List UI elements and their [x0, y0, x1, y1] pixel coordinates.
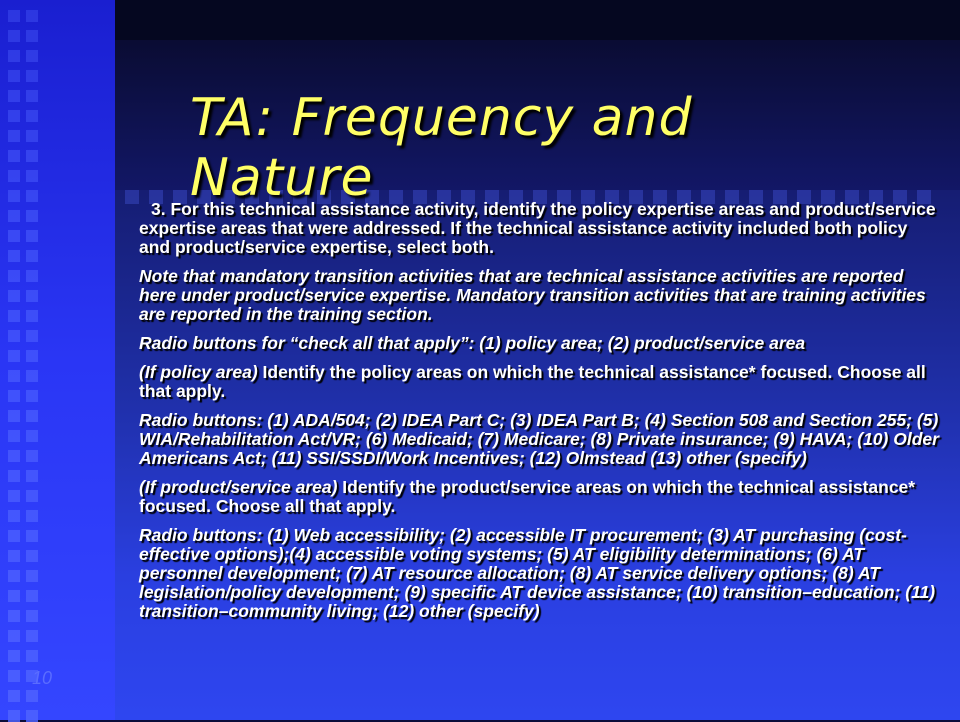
- decor-square: [8, 190, 20, 202]
- slide-body: [139, 200, 939, 631]
- decor-square: [26, 350, 38, 362]
- slide-title: TA: Frequency and Nature: [190, 88, 693, 208]
- decor-square: [8, 330, 20, 342]
- decor-square: [26, 550, 38, 562]
- paragraph-policy-area: [139, 363, 939, 401]
- decor-square: [8, 70, 20, 82]
- decor-square: [26, 290, 38, 302]
- decor-square: [26, 70, 38, 82]
- decor-square: [26, 210, 38, 222]
- decor-square: [26, 330, 38, 342]
- decor-square: [26, 370, 38, 382]
- decor-square: [26, 270, 38, 282]
- decor-square: [8, 310, 20, 322]
- decor-square: [26, 650, 38, 662]
- decor-square: [8, 570, 20, 582]
- decor-square: [8, 10, 20, 22]
- decor-square: [26, 410, 38, 422]
- paragraph-product-options: Radio buttons: (1) Web accessibility; (2) accessible IT procurement; (3) AT purchasing (cost-effective options);(4) accessible voting systems; (5) AT eligibility determinations; (6) AT personnel development; (7) AT resource allocation; (8) AT service delivery options; (8) AT legislation/policy development; (9) specific AT device assistance; (10) transition–education; (11) transition–community living; (12) other (specify): [139, 525, 936, 621]
- decor-square: [26, 450, 38, 462]
- decor-square: [26, 90, 38, 102]
- decor-square: [8, 170, 20, 182]
- decor-square: [8, 650, 20, 662]
- decor-square: [26, 530, 38, 542]
- decor-square: [8, 230, 20, 242]
- decor-square: [26, 590, 38, 602]
- decor-square: [8, 270, 20, 282]
- decor-square: [26, 230, 38, 242]
- decor-square: [8, 670, 20, 682]
- decor-square: [26, 10, 38, 22]
- decor-square: [8, 690, 20, 702]
- decor-square: [8, 430, 20, 442]
- decor-square: [8, 590, 20, 602]
- decor-square: [8, 630, 20, 642]
- decor-square: [8, 710, 20, 722]
- decor-square: [26, 130, 38, 142]
- decor-square: [8, 250, 20, 262]
- decor-square: [26, 390, 38, 402]
- decor-square: [8, 150, 20, 162]
- policy-area-text: Identify the policy areas on which the technical assistance* focused. Choose all that apply.: [139, 362, 926, 401]
- paragraph-question: 3. For this technical assistance activity, identify the policy expertise areas and product/service expertise areas that were addressed. If the technical assistance activity included both policy and product/service expertise, select both.: [139, 199, 936, 257]
- decor-square: [26, 630, 38, 642]
- decor-square: [8, 550, 20, 562]
- decor-square: [8, 350, 20, 362]
- decor-square: [8, 90, 20, 102]
- decor-square: [8, 510, 20, 522]
- decor-square: [26, 510, 38, 522]
- decor-square: [8, 450, 20, 462]
- decor-square: [8, 470, 20, 482]
- decor-square: [8, 410, 20, 422]
- decor-square: [8, 390, 20, 402]
- decor-square: [8, 610, 20, 622]
- decor-square: [26, 110, 38, 122]
- page-number: 10: [32, 668, 53, 688]
- decor-square: [26, 490, 38, 502]
- decor-square: [26, 710, 38, 722]
- decor-square: [26, 610, 38, 622]
- product-area-text: Identify the product/service areas on which the technical assistance* focused. Choose all that apply.: [139, 477, 916, 516]
- paragraph-policy-options: Radio buttons: (1) ADA/504; (2) IDEA Part C; (3) IDEA Part B; (4) Section 508 and Section 255; (5) WIA/Rehabilitation Act/VR; (6) Medicaid; (7) Medicare; (8) Private insurance; (9) HAVA; (10) Older Americans Act; (11) SSI/SSDI/Work Incentives; (12) Olmstead (13) other (specify): [139, 410, 939, 468]
- decor-square: [8, 50, 20, 62]
- decor-square: [8, 370, 20, 382]
- decor-square: [8, 530, 20, 542]
- left-square-pattern: [0, 0, 115, 720]
- decor-square: [26, 170, 38, 182]
- decor-square: [125, 190, 139, 204]
- decor-square: [26, 30, 38, 42]
- decor-square: [26, 470, 38, 482]
- decor-square: [26, 150, 38, 162]
- decor-square: [8, 110, 20, 122]
- decor-square: [8, 490, 20, 502]
- paragraph-product-area: [139, 478, 939, 516]
- decor-square: [26, 570, 38, 582]
- decor-square: [26, 190, 38, 202]
- decor-square: [26, 430, 38, 442]
- decor-square: [26, 310, 38, 322]
- decor-square: [26, 250, 38, 262]
- paragraph-radio-area: Radio buttons for “check all that apply”: (1) policy area; (2) product/service area: [139, 333, 806, 353]
- decor-square: [8, 30, 20, 42]
- decor-square: [8, 290, 20, 302]
- product-area-label: (If product/service area): [139, 477, 338, 497]
- decor-square: [8, 210, 20, 222]
- decor-square: [26, 50, 38, 62]
- policy-area-label: (If policy area): [139, 362, 258, 382]
- top-dark-band: [115, 0, 960, 40]
- decor-square: [26, 690, 38, 702]
- paragraph-note: Note that mandatory transition activities that are technical assistance activities are reported here under product/service expertise. Mandatory transition activities that are training activities are reported in the training section.: [139, 266, 926, 324]
- decor-square: [8, 130, 20, 142]
